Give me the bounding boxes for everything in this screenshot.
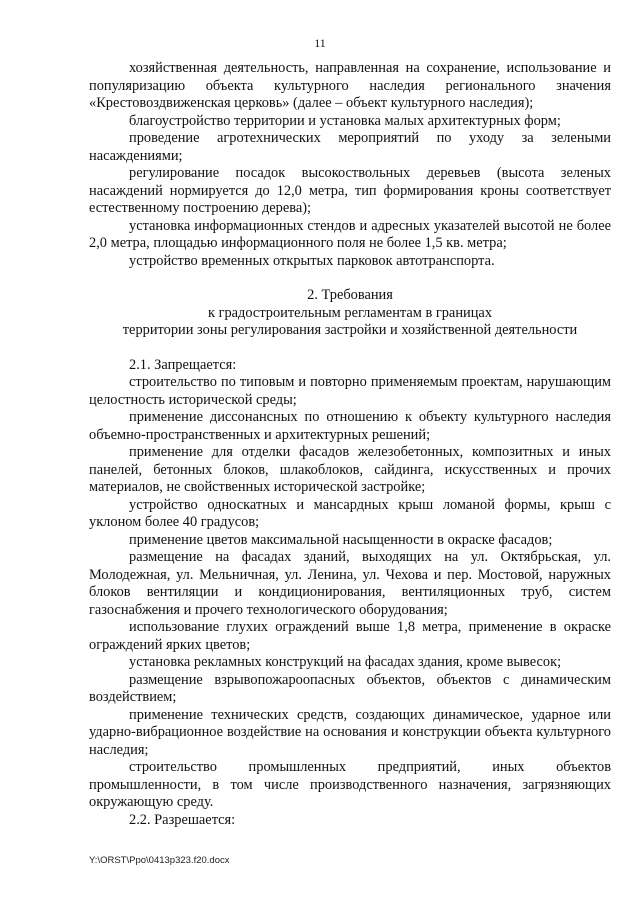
section-heading-title: 2. Требования [307,287,393,303]
prohibited-item: установка рекламных конструкций на фасадах здания, кроме вывесок; [129,654,562,670]
prohibited-item: применение диссонансных по отношению к объекту культурного наследия объемно-пространственных и архитектурных решений; [89,409,611,443]
intro-paragraph: хозяйственная деятельность, направленная на сохранение, использование и популяризацию объекта культурного наследия регионального значения «Крестовоздвиженская церковь» (далее – объект культурного наследия); [89,60,611,111]
prohibited-item: применение технических средств, создающих динамическое, ударное или ударно-вибрационное воздействие на основания и конструкции объекта культурного наследия; [89,706,611,758]
document-body [89,60,611,829]
prohibited-item: строительство по типовым и повторно применяемым проектам, нарушающим целостность исторической среды; [89,374,611,408]
prohibited-item: размещение на фасадах зданий, выходящих на ул. Октябрьская, ул. Молодежная, ул. Мельничная, ул. Ленина, ул. Чехова и пер. Мостовой, наружных блоков вентиляции и кондиционирования, вентиляционных труб, систем газоснабжения и прочего технологического оборудования; [89,549,611,618]
intro-paragraph: установка информационных стендов и адресных указателей высотой не более 2,0 метра, площадью информационного поля не более 1,5 кв. метра; [89,217,611,251]
section-heading-subtitle: к градостроительным регламентам в границах [207,304,493,321]
subsection-title-prohibited: 2.1. Запрещается: [129,356,237,373]
spacer [89,340,611,357]
prohibited-item: использование глухих ограждений выше 1,8 метра, применение в окраске ограждений ярких цветов; [89,619,611,653]
prohibited-item: применение для отделки фасадов железобетонных, композитных и иных панелей, бетонных блоков, шлакоблоков, сайдинга, искусственных и прочих материалов, не свойственных исторической застройке; [89,444,611,495]
section-heading-subtitle: территории зоны регулирования застройки и хозяйственной деятельности [122,322,578,338]
prohibited-item: применение цветов максимальной насыщенности в окраске фасадов; [129,531,553,548]
prohibited-item: строительство промышленных предприятий, иных объектов промышленности, в том числе производственного назначения, загрязняющих окружающую среду. [89,759,611,810]
spacer [89,270,611,287]
page-number: 11 [314,36,326,50]
prohibited-item: устройство односкатных и мансардных крыш ломаной формы, крыш с уклоном более 40 градусов; [89,496,611,530]
intro-paragraph: устройство временных открытых парковок автотранспорта. [129,252,495,269]
file-path-footer: Y:\ORST\Ppo\0413p323.f20.docx [89,855,230,866]
intro-paragraph: благоустройство территории и установка малых архитектурных форм; [129,112,561,129]
intro-paragraph: проведение агротехнических мероприятий по уходу за зелеными насаждениями; [89,130,611,164]
intro-paragraph: регулирование посадок высокоствольных деревьев (высота зеленых насаждений нормируется до 12,0 метра, тип формирования кроны соответствует естественному построению дерева); [89,165,611,216]
subsection-title-allowed: 2.2. Разрешается: [129,811,236,828]
prohibited-item: размещение взрывопожароопасных объектов, объектов с динамическим воздействием; [89,671,611,705]
